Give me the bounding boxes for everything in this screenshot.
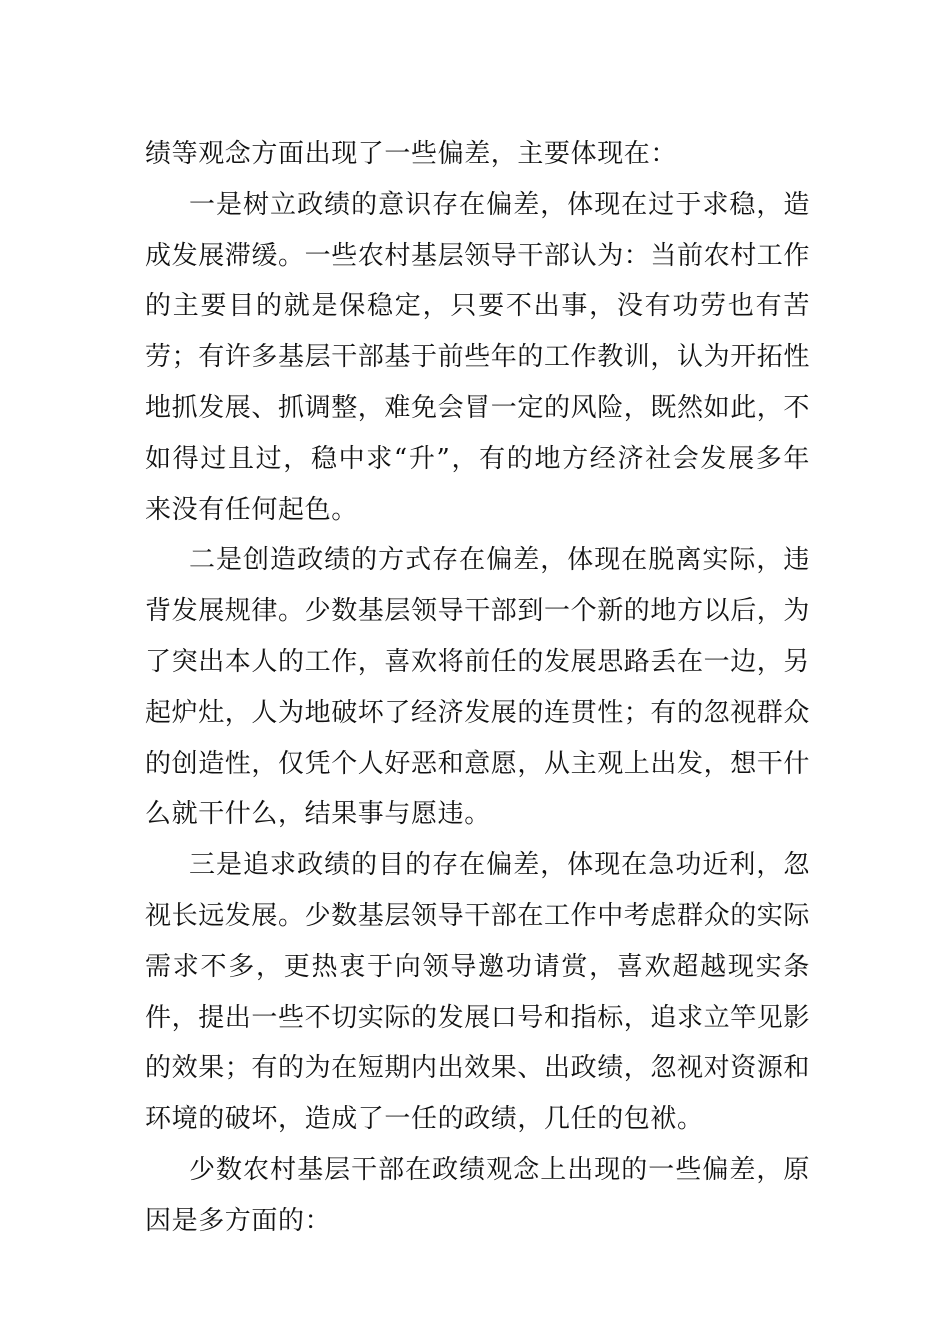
paragraph-causes-intro: 少数农村基层干部在政绩观念上出现的一些偏差，原因是多方面的： — [145, 1154, 810, 1236]
paragraph-point-two: 二是创造政绩的方式存在偏差，体现在脱离实际，违背发展规律。少数基层领导干部到一个新的地方以后，为了突出本人的工作，喜欢将前任的发展思路丢在一边，另起炉灶，人为地破坏了经济发展的连贯性；有的忽视群众的创造性，仅凭个人好恶和意愿，从主观上出发，想干什么就干什么，结果事与愿违。 — [145, 545, 811, 830]
paragraph-point-three: 三是追求政绩的目的存在偏差，体现在急功近利，忽视长远发展。少数基层领导干部在工作中考虑群众的实际需求不多，更热衷于向领导邀功请赏，喜欢超越现实条件，提出一些不切实际的发展口号和指标，追求立竿见影的效果；有的为在短期内出效果、出政绩，忽视对资源和环境的破坏，造成了一任的政绩，几任的包袱。 — [145, 850, 811, 1135]
paragraph-intro-continuation: 绩等观念方面出现了一些偏差，主要体现在： — [145, 139, 678, 169]
paragraph-point-one: 一是树立政绩的意识存在偏差，体现在过于求稳，造成发展滞缓。一些农村基层领导干部认为：当前农村工作的主要目的就是保稳定，只要不出事，没有功劳也有苦劳；有许多基层干部基于前些年的工作教训，认为开拓性地抓发展、抓调整，难免会冒一定的风险，既然如此，不如得过且过，稳中求“升”，有的地方经济社会发展多年来没有任何起色。 — [145, 189, 811, 525]
document-page — [145, 129, 810, 1247]
